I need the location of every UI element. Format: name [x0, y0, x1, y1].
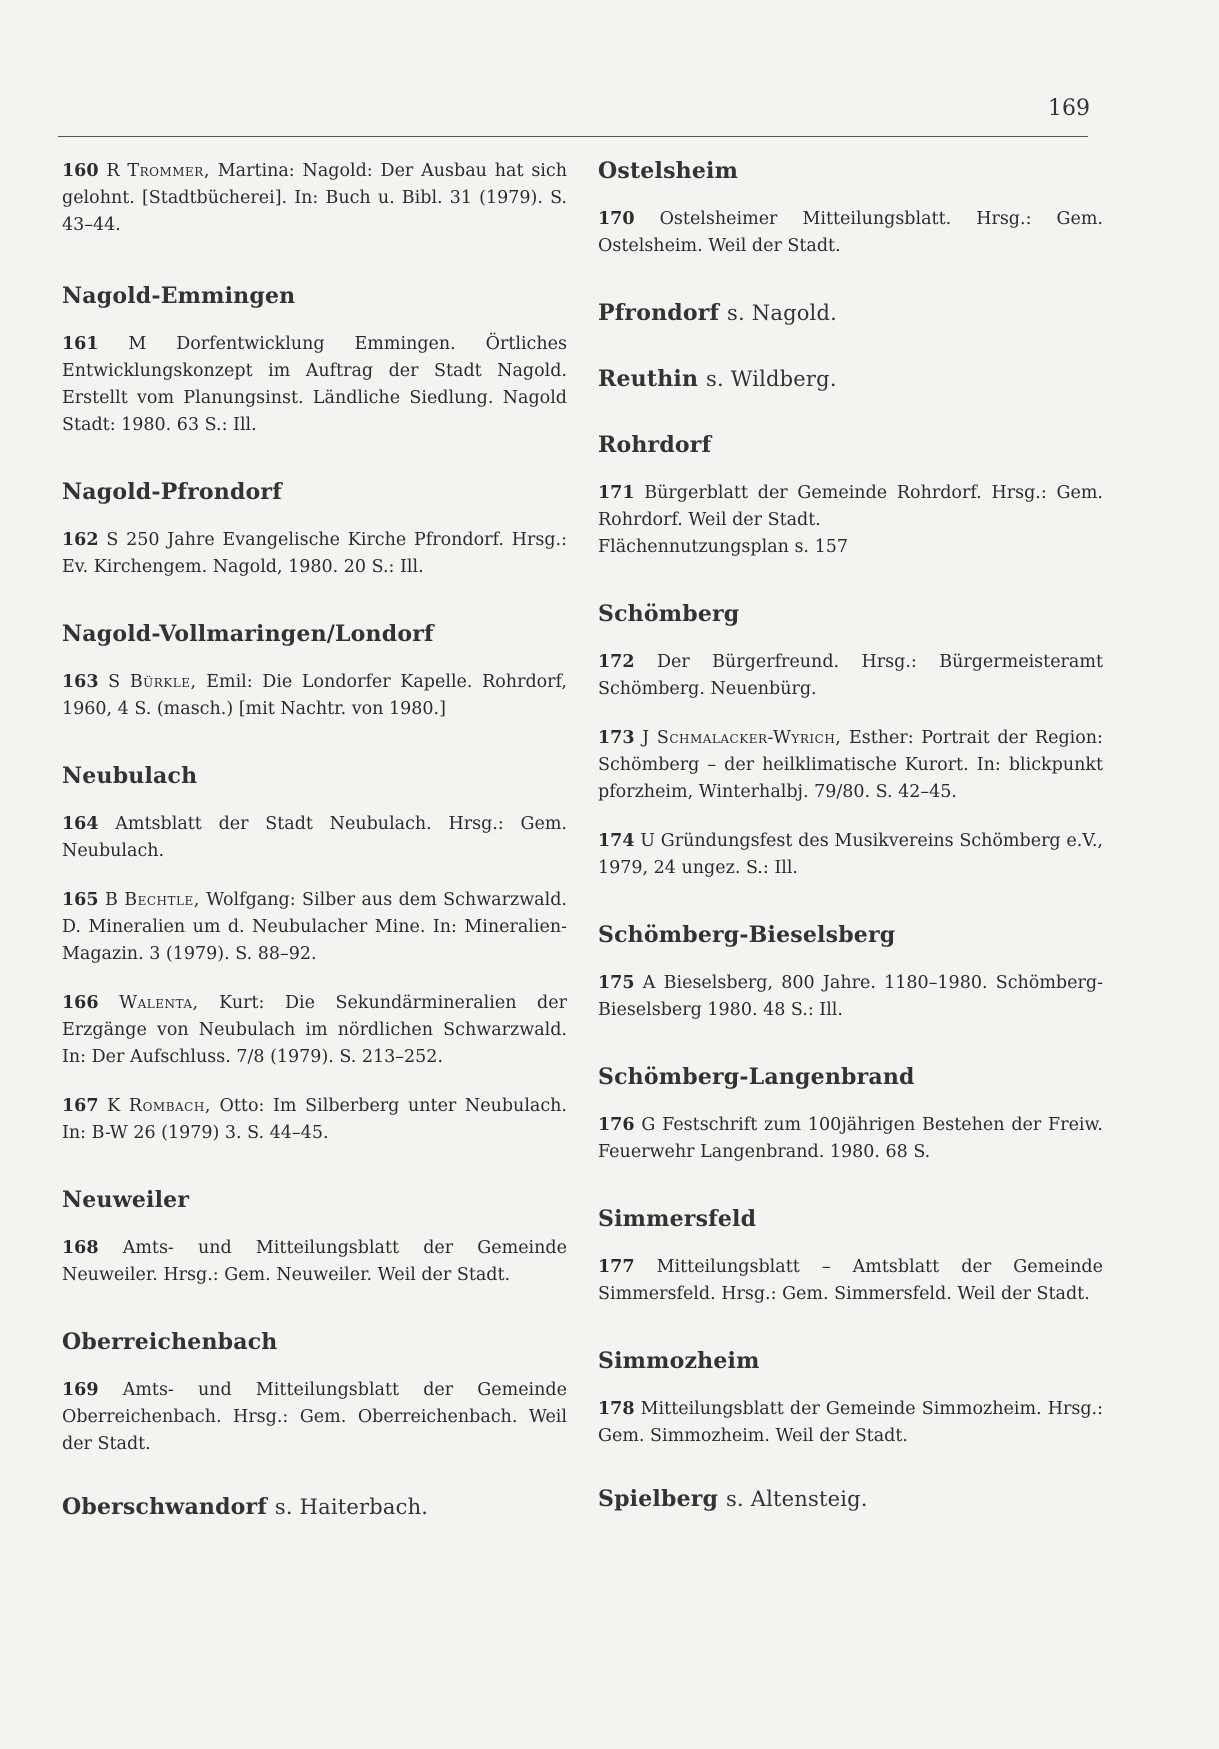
header-rule [58, 136, 1088, 137]
entry-number: 167 [62, 1096, 99, 1116]
page-number: 169 [1048, 96, 1090, 121]
entry-author: Rombach, [128, 1096, 211, 1116]
entry-text: Esther: Portrait der Region: Schömberg – der heilklimatische Kurort. In: blickpunkt pforzheim, Winterhalbj. 79/80. S. 42–45. [598, 728, 1103, 802]
entry-number: 160 [62, 161, 99, 181]
entry-173 [598, 725, 1103, 806]
entry-162 [62, 527, 567, 581]
entry-170 [598, 206, 1103, 260]
entry-code: B [104, 890, 118, 910]
entry-text: Amtsblatt der Stadt Neubulach. Hrsg.: Gem. Neubulach. [62, 814, 567, 861]
entry-number: 166 [62, 993, 99, 1013]
entry-171 [598, 480, 1103, 534]
heading-schoemberg: Schömberg [598, 601, 740, 627]
entry-number: 178 [598, 1399, 635, 1419]
entry-code: M [128, 334, 147, 354]
entry-178 [598, 1396, 1103, 1450]
entry-code: R [106, 161, 120, 181]
entry-text: Kurt: Die Sekundärmineralien der Erzgänge von Neubulach im nördlichen Schwarzwald. In: Der Aufschluss. 7/8 (1979). S. 213–252. [62, 993, 567, 1067]
entry-number: 173 [598, 728, 635, 748]
entry-text: Gründungsfest des Musikvereins Schömberg e.V., 1979, 24 ungez. S.: Ill. [598, 831, 1103, 878]
entry-code: J [642, 728, 650, 748]
entry-code: U [640, 831, 656, 851]
entry-text: Bieselsberg, 800 Jahre. 1180–1980. Schömberg-Bieselsberg 1980. 48 S.: Ill. [598, 973, 1103, 1020]
entry-166 [62, 990, 567, 1071]
entry-text: Otto: Im Silberberg unter Neubulach. In: B-W 26 (1979) 3. S. 44–45. [62, 1096, 567, 1143]
entry-177 [598, 1254, 1103, 1308]
left-column [62, 158, 567, 1542]
entry-164 [62, 811, 567, 865]
heading-name: Spielberg [598, 1486, 719, 1512]
entry-number: 162 [62, 530, 99, 550]
heading-reuthin [598, 366, 1103, 392]
right-column [598, 158, 1103, 1534]
entry-number: 171 [598, 483, 635, 503]
heading-spielberg [598, 1486, 1103, 1512]
heading-ref: s. Wildberg. [706, 367, 837, 391]
heading-schoemberg-langenbrand: Schömberg-Langenbrand [598, 1064, 915, 1090]
entry-code: G [641, 1115, 656, 1135]
heading-oberschwandorf [62, 1494, 567, 1520]
heading-schoemberg-bieselsberg: Schömberg-Bieselsberg [598, 922, 896, 948]
entry-author: Trommer, [127, 161, 210, 181]
heading-name: Reuthin [598, 366, 699, 392]
entry-number: 174 [598, 831, 635, 851]
entry-text: Amts- und Mitteilungsblatt der Gemeinde Neuweiler. Hrsg.: Gem. Neuweiler. Weil der Stadt. [62, 1238, 567, 1285]
entry-author: Schmalacker-Wyrich, [656, 728, 842, 748]
entry-text: Mitteilungsblatt der Gemeinde Simmozheim. Hrsg.: Gem. Simmozheim. Weil der Stadt. [598, 1399, 1103, 1446]
entry-number: 170 [598, 209, 635, 229]
entry-code: S [106, 530, 119, 550]
entry-176 [598, 1112, 1103, 1166]
entry-number: 169 [62, 1380, 99, 1400]
heading-simmozheim: Simmozheim [598, 1348, 760, 1374]
entry-167 [62, 1093, 567, 1147]
entry-160 [62, 158, 567, 239]
entry-text: Emil: Die Londorfer Kapelle. Rohrdorf, 1960, 4 S. (masch.) [mit Nachtr. von 1980.] [62, 672, 567, 719]
entry-author: Walenta, [119, 993, 199, 1013]
heading-nagold-emmingen: Nagold-Emmingen [62, 283, 296, 309]
cross-reference-line: Flächennutzungsplan s. 157 [598, 537, 848, 557]
entry-number: 163 [62, 672, 99, 692]
heading-nagold-vollmaringen-londorf: Nagold-Vollmaringen/Londorf [62, 621, 434, 647]
entry-number: 161 [62, 334, 99, 354]
entry-163 [62, 669, 567, 723]
heading-neuweiler: Neuweiler [62, 1187, 190, 1213]
entry-author: Bechtle, [124, 890, 200, 910]
heading-simmersfeld: Simmersfeld [598, 1206, 757, 1232]
entry-text: Amts- und Mitteilungsblatt der Gemeinde Oberreichenbach. Hrsg.: Gem. Oberreichenbach. Weil der Stadt. [62, 1380, 567, 1454]
heading-nagold-pfrondorf: Nagold-Pfrondorf [62, 479, 282, 505]
heading-name: Oberschwandorf [62, 1494, 268, 1520]
entry-number: 172 [598, 652, 635, 672]
entry-168 [62, 1235, 567, 1289]
entry-text: Ostelsheimer Mitteilungsblatt. Hrsg.: Gem. Ostelsheim. Weil der Stadt. [598, 209, 1103, 256]
heading-pfrondorf [598, 300, 1103, 326]
entry-172 [598, 649, 1103, 703]
entry-number: 176 [598, 1115, 635, 1135]
entry-161 [62, 331, 567, 439]
entry-text: Martina: Nagold: Der Ausbau hat sich gelohnt. [Stadtbücherei]. In: Buch u. Bibl. 31 (1979). S. 43–44. [62, 161, 567, 235]
heading-rohrdorf: Rohrdorf [598, 432, 712, 458]
entry-number: 168 [62, 1238, 99, 1258]
entry-169 [62, 1377, 567, 1458]
entry-number: 177 [598, 1257, 635, 1277]
entry-text: Mitteilungsblatt – Amtsblatt der Gemeinde Simmersfeld. Hrsg.: Gem. Simmersfeld. Weil der Stadt. [598, 1257, 1103, 1304]
entry-175 [598, 970, 1103, 1024]
entry-text: Wolfgang: Silber aus dem Schwarzwald. D. Mineralien um d. Neubulacher Mine. In: Mineralien-Magazin. 3 (1979). S. 88–92. [62, 890, 567, 964]
heading-ref: s. Haiterbach. [274, 1495, 429, 1519]
heading-ref: s. Altensteig. [726, 1487, 868, 1511]
entry-text: 250 Jahre Evangelische Kirche Pfrondorf. Hrsg.: Ev. Kirchengem. Nagold, 1980. 20 S.: Ill. [62, 530, 567, 577]
heading-oberreichenbach: Oberreichenbach [62, 1329, 278, 1355]
entry-text: Der Bürgerfreund. Hrsg.: Bürgermeisteramt Schömberg. Neuenbürg. [598, 652, 1103, 699]
heading-name: Pfrondorf [598, 300, 720, 326]
heading-ref: s. Nagold. [727, 301, 837, 325]
entry-author: Bürkle, [129, 672, 197, 692]
entry-text: Dorfentwicklung Emmingen. Örtliches Entwicklungskonzept im Auftrag der Stadt Nagold. Erstellt vom Planungsinst. Ländliche Siedlung. Nagold Stadt: 1980. 63 S.: Ill. [62, 334, 567, 435]
heading-neubulach: Neubulach [62, 763, 198, 789]
heading-ostelsheim: Ostelsheim [598, 158, 739, 184]
entry-text: Festschrift zum 100jährigen Bestehen der Freiw. Feuerwehr Langenbrand. 1980. 68 S. [598, 1115, 1103, 1162]
entry-text: Bürgerblatt der Gemeinde Rohrdorf. Hrsg.: Gem. Rohrdorf. Weil der Stadt. [598, 483, 1103, 530]
entry-code: K [107, 1096, 121, 1116]
entry-165 [62, 887, 567, 968]
entry-number: 164 [62, 814, 99, 834]
entry-number: 175 [598, 973, 635, 993]
entry-code: A [642, 973, 656, 993]
entry-code: S [108, 672, 121, 692]
entry-174 [598, 828, 1103, 882]
entry-number: 165 [62, 890, 99, 910]
